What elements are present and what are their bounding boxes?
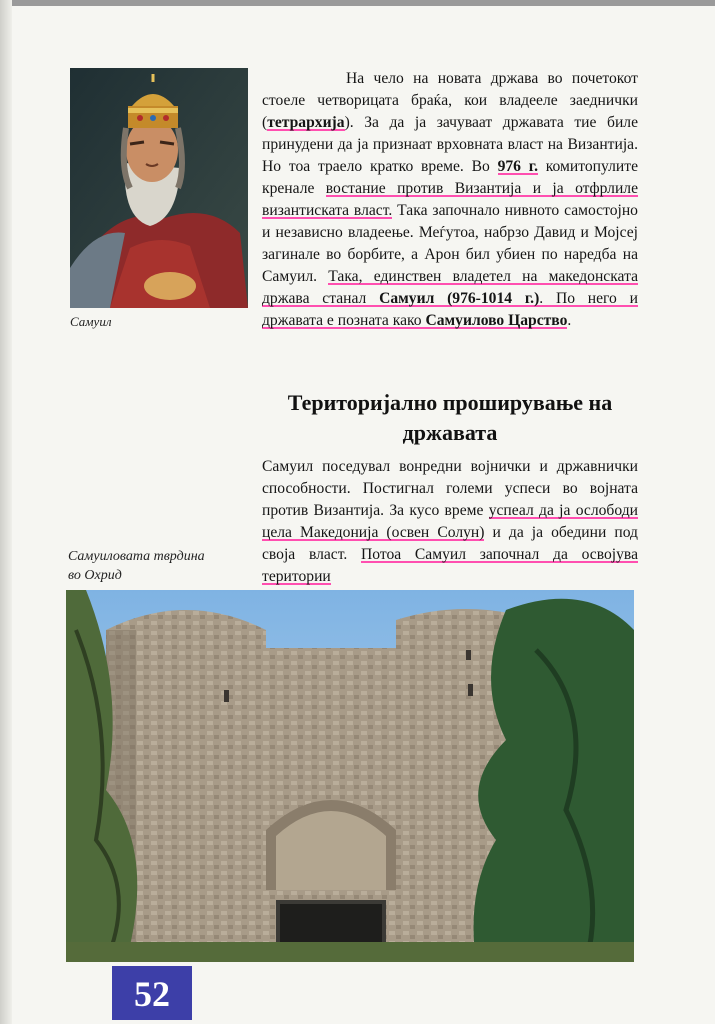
p1-end: . (567, 312, 572, 329)
p2-sentence-1: Самуил поседувал вонредни војнички и државнички способности. Постигнал големи успеси во војната против Византија. За кусо време (262, 458, 638, 519)
term-tetrarchy: тетрархија (267, 114, 345, 131)
p2-sentence-2: и да ја обедини под своја власт. (262, 524, 638, 563)
page-number: 52 (112, 966, 192, 1020)
territorial-paragraph (262, 456, 638, 588)
samuil-portrait-image (70, 68, 248, 308)
fortress-caption (68, 547, 248, 585)
p2-highlight-liberation: успеал да ја ослободи цела Македонија (освен Солун) (262, 502, 638, 541)
p1-sentence-3: комитопулите кренале (262, 158, 638, 197)
p1-sentence-1: На чело на новата држава во почетокот стоеле четворицата браќа, кои владееле заеднички ( (262, 70, 638, 131)
p2-highlight-conquest: Потоа Самуил започнал да освојува територии (262, 546, 638, 585)
section-heading: Територијално проширување на државата (287, 390, 613, 445)
samuil-fortress-photo (66, 590, 634, 962)
samuilovo-tsarstvo: Самуилово Царство (425, 312, 568, 329)
portrait-caption: Самуил (70, 314, 112, 329)
fortress-caption-line2: во Охрид (68, 568, 122, 583)
samuil-years: Самуил (976-1014 г.) (379, 290, 540, 307)
p1-highlight-uprising: востание против Византија и ја отфрлиле византиската власт. (262, 180, 638, 219)
p1-sentence-4: Така започнало нивното самостојно и независно владеење. Меѓутоа, набрзо Давид и Мојсеј загинале во борбите, а Арон бил убиен по наредба на Самуил. (262, 202, 638, 285)
intro-paragraph (262, 68, 638, 332)
p1-sentence-2: ). За да ја зачуваат државата тие биле принудени да ја признаат врховната власт на Византија. Но тоа траело кратко време. Во (262, 114, 638, 175)
p1-highlight-ruler: Така, единствен владетел на македонската држава станал (262, 268, 638, 307)
fortress-caption-line1: Самуиловата тврдина (68, 549, 205, 564)
page-top-edge (0, 0, 715, 6)
year-976: 976 г. (497, 158, 538, 175)
p1-highlight-state: . По него и државата е позната како (262, 290, 638, 329)
page-binding-edge (0, 0, 12, 1024)
